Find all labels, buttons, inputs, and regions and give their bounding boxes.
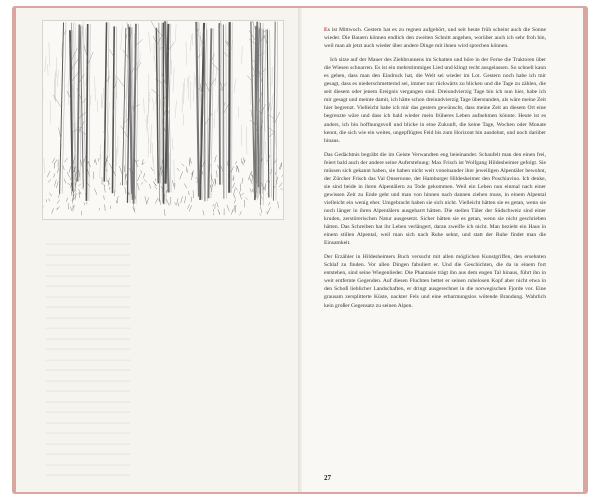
sketch-stroke (99, 208, 100, 211)
sketch-stroke (153, 156, 155, 174)
sketch-stroke (49, 199, 50, 202)
sketch-stroke (137, 183, 139, 191)
sketch-stroke (268, 202, 270, 206)
paragraph-text: s ist Mittwoch. Gestern hat es zu regnen aufgehört, und seit heute früh scheint auch die Sonne wieder. Die Bauern können endlich den zweiten Schnitt angehen, worüber auch ich sehr froh bin, weil man ab jetzt auch wieder über andere Dinge mit ihnen wird sprechen können. (324, 27, 546, 50)
sketch-stroke (177, 198, 178, 204)
sketch-stroke (248, 173, 251, 180)
sketch-stroke (45, 55, 47, 72)
sketch-stroke (260, 194, 263, 199)
sketch-stroke (108, 103, 109, 127)
drop-cap: E (324, 27, 328, 33)
sketch-stroke (64, 179, 66, 184)
sketch-stroke (164, 209, 165, 216)
sketch-stroke (251, 171, 252, 176)
sketch-stroke (121, 126, 129, 138)
sketch-stroke (234, 200, 236, 204)
sketch-stroke (48, 179, 51, 182)
sketch-stroke (152, 98, 154, 110)
sketch-stroke (67, 172, 70, 178)
sketch-stroke (146, 119, 147, 131)
sketch-stroke (189, 191, 190, 195)
sketch-stroke (174, 160, 175, 187)
sketch-stroke (90, 95, 91, 105)
sketch-stroke (95, 76, 96, 101)
sketch-stroke (65, 158, 68, 162)
sketch-stroke (261, 35, 265, 42)
sketch-stroke (175, 24, 176, 41)
sketch-stroke (125, 187, 126, 194)
sketch-stroke (240, 211, 242, 215)
sketch-stroke (191, 197, 192, 202)
sketch-stroke (72, 48, 78, 59)
sketch-stroke (79, 192, 80, 194)
sketch-stroke (236, 166, 237, 171)
right-page (302, 8, 583, 492)
sketch-stroke (187, 204, 189, 208)
sketch-stroke (151, 167, 154, 171)
sketch-stroke (212, 204, 214, 206)
sketch-stroke (49, 43, 50, 67)
sketch-stroke (279, 183, 282, 187)
sketch-stroke (150, 184, 151, 189)
sketch-stroke (108, 178, 109, 186)
sketch-stroke (267, 211, 268, 214)
sketch-stroke (220, 83, 227, 92)
sketch-stroke (211, 185, 212, 192)
sketch-stroke (182, 83, 184, 113)
sketch-stroke (259, 213, 261, 215)
sketch-stroke (144, 173, 145, 178)
sketch-stroke (56, 182, 58, 188)
sketch-stroke (69, 166, 71, 172)
sketch-stroke (184, 196, 185, 203)
sketch-stroke (212, 182, 213, 186)
sketch-stroke (194, 73, 195, 102)
sketch-stroke (156, 28, 158, 184)
sketch-stroke (82, 187, 85, 189)
sketch-stroke (151, 89, 159, 96)
sketch-stroke (184, 79, 185, 105)
sketch-stroke (208, 28, 211, 198)
sketch-stroke (115, 26, 117, 193)
paragraph-3: Das Gedächtnis begräbt die im Geiste Verwandten eng beieinander. Schaufelt man den einen frei, feiert bald auch der andere seine Auferstehung: Max Frisch ist Wolfgang Hildesheimer gefolgt. Sie müssen sich gekannt haben, sie haben nicht weit voneinander ihre jeweiligen Alpentäler bewohnt, der Zürcher Frisch das Val Onsernone, der Hamburger Hildesheimer den Poschiavino. Ich denke, sie sind beide in ihren Alpentälern zu Tode gekommen. Weil ein Leben nun einmal nach einer gewissen Zeit zu Ende geht und man von hinnen nach dannen ziehen muss, in einem Alpental vielleicht ein wenig eher. Umgebracht haben sie sich nicht. Vielleicht hätten sie es getan, wenn sie noch länger in ihren Alpentälern ausgeharrt hätten. Die steilen Täler der Südschweiz sind einer kruden, zerstörerischen Natur ausgesetzt. Sicher hätten sie es getan, wenn sie nicht geschrieben hätten. Das Schreiben hat ihr Leben verlängert, daran zweifle ich nicht. Man bezieht ein Haus in einem stillen Alpental, weil man sich nach Ruhe sehnt, und statt der Ruhe findet man die Einsamkeit. (324, 151, 546, 247)
sketch-stroke (134, 24, 136, 204)
sketch-stroke (50, 100, 51, 124)
sketch-stroke (239, 192, 241, 200)
sketch-stroke (78, 184, 81, 186)
paragraph-1 (324, 26, 546, 50)
sketch-stroke (236, 161, 237, 164)
sketch-stroke (136, 160, 139, 162)
sketch-stroke (149, 32, 151, 53)
sketch-stroke (98, 158, 99, 161)
sketch-stroke (237, 166, 239, 173)
sketch-stroke (190, 158, 192, 164)
sketch-stroke (184, 184, 186, 189)
sketch-stroke (94, 188, 97, 194)
sketch-stroke (174, 202, 176, 205)
sketch-stroke (186, 41, 187, 65)
sketch-stroke (203, 210, 204, 215)
sketch-stroke (205, 114, 212, 126)
sketch-stroke (227, 205, 229, 212)
sketch-stroke (265, 141, 266, 164)
sketch-stroke (109, 163, 112, 169)
sketch-stroke (182, 164, 184, 166)
sketch-stroke (268, 207, 271, 213)
sketch-stroke (57, 168, 59, 173)
book-spread (12, 6, 588, 494)
sketch-stroke (278, 201, 279, 208)
sketch-stroke (119, 166, 121, 174)
sketch-stroke (144, 179, 147, 182)
sketch-stroke (218, 90, 219, 113)
sketch-stroke (117, 200, 118, 203)
sketch-stroke (276, 22, 278, 201)
show-through-text: ━━━━━━━━━━━━━━━━━━━━━━━━━ ━━━━━━━━━━━━━━━━━━━━━━━━━ ━━━━━━━━━━━━━━━━━━━━━━━━━ ━━━━━━━━━━━━━━━━━━━━━━━━━ ━━━━━━━━━━━━━━━━━━━━━━━━━ ━━━━━━━━━━━━━━━━━━━━━━━━━ ━━━━━━━━━━━━━━━━━━━━━━━━━ ━━━━━━━━━━━━━━━━━━━━━━━━━ ━━━━━━━━━━━━━━━━━━━━━━━━━ ━━━━━━━━━━━━━━━━━━━━━━━━━ ━━━━━━━━━━━━━━━━━━━━━━━━━ ━━━━━━━━━━━━━━━━━━━━━━━━━ ━━━━━━━━━━━━━━━━━━━━━━━━━ ━━━━━━━━━━━━━━━━━━━━━━━━━ ━━━━━━━━━━━━━━━━━━━━━━━━━ ━━━━━━━━━━━━━━━━━━━━━━━━━ ━━━━━━━━━━━━━━━━━━━━━━━━━ ━━━━━━━━━━━━━━━━━━━━━━━━━ ━━━━━━━━━━━━━━━━━━━━━━━━━ ━━━━━━━━━━━━━━━━━━━━━━━━━ ━━━━━━━━━━━━━━━━━━━━━━━━━ ━━━━━━━━━━━━━━━━━━━━━━━━━ ━━━━━━━━━━━━━━━━━━━━━━━━━ (46, 242, 131, 479)
sketch-stroke (109, 70, 110, 83)
sketch-stroke (67, 183, 70, 185)
sketch-stroke (232, 183, 234, 188)
sketch-stroke (155, 198, 158, 204)
sketch-stroke (242, 178, 243, 184)
sketch-stroke (250, 120, 258, 124)
page-number: 27 (324, 474, 331, 482)
forest-illustration (42, 20, 284, 220)
sketch-stroke (201, 43, 202, 56)
sketch-stroke (217, 202, 219, 207)
sketch-stroke (108, 128, 109, 157)
sketch-stroke (53, 174, 55, 178)
sketch-stroke (147, 98, 149, 124)
sketch-stroke (231, 209, 233, 215)
sketch-stroke (171, 60, 172, 75)
sketch-stroke (234, 195, 235, 199)
sketch-stroke (159, 44, 165, 51)
sketch-stroke (66, 198, 67, 202)
sketch-stroke (95, 159, 97, 165)
sketch-stroke (71, 207, 72, 211)
sketch-stroke (173, 67, 174, 92)
sketch-stroke (58, 193, 59, 198)
sketch-stroke (54, 180, 56, 187)
forest-sketch (43, 21, 283, 219)
sketch-stroke (74, 193, 76, 199)
sketch-stroke (260, 206, 262, 213)
sketch-stroke (77, 24, 79, 181)
sketch-stroke (241, 193, 244, 195)
sketch-stroke (222, 23, 223, 184)
sketch-stroke (153, 181, 156, 186)
sketch-stroke (263, 29, 266, 205)
sketch-stroke (259, 36, 266, 42)
sketch-stroke (75, 23, 76, 50)
sketch-stroke (172, 180, 174, 186)
sketch-stroke (175, 100, 177, 118)
sketch-stroke (155, 56, 156, 71)
sketch-stroke (141, 182, 143, 184)
sketch-stroke (60, 23, 64, 194)
sketch-stroke (233, 188, 235, 195)
sketch-stroke (154, 186, 157, 189)
body-text (324, 26, 546, 316)
sketch-stroke (242, 46, 243, 64)
sketch-stroke (193, 190, 194, 198)
sketch-stroke (217, 171, 218, 178)
sketch-stroke (104, 185, 105, 192)
sketch-stroke (282, 173, 283, 177)
sketch-stroke (136, 39, 143, 45)
sketch-stroke (68, 203, 69, 209)
sketch-stroke (117, 77, 125, 87)
sketch-stroke (102, 87, 104, 107)
sketch-stroke (170, 197, 171, 205)
sketch-stroke (105, 205, 106, 211)
sketch-stroke (235, 187, 237, 190)
sketch-stroke (215, 66, 217, 86)
sketch-stroke (58, 127, 60, 138)
sketch-stroke (271, 93, 273, 111)
paragraph-4: Der Erzähler in Hildesheimers Buch versucht mit allen möglichen Kunstgriffen, den ersehnten Schlaf zu finden. Vor allen Dingen fabuliert er. Und die Geschichten, die da in einem fort entstehen, sind seine Wiegenlieder. Die Phantasie trägt ihn aus dem engen Tal hinaus, führt ihn in weit entfernte Gegenden. Auf diesen Fluchten bettet er seinen ruhelosen Kopf aber nicht etwa in den Schoß lieblicher Landschaften, er dringt ausgerechnet in die norwegischen Fjorde vor. Eine grausam zersplitterte Küste, nackter Fels und eine erbarmungslos wütende Brandung. Wahrlich kein großer Gegensatz zu seinen Alpen. (324, 254, 546, 309)
sketch-stroke (273, 106, 274, 123)
sketch-stroke (177, 168, 180, 171)
sketch-stroke (137, 174, 140, 181)
sketch-stroke (145, 196, 147, 204)
sketch-stroke (144, 98, 145, 114)
sketch-stroke (181, 196, 183, 203)
sketch-stroke (231, 166, 234, 172)
sketch-stroke (189, 205, 192, 211)
sketch-stroke (49, 193, 51, 196)
sketch-stroke (57, 71, 58, 87)
sketch-stroke (70, 178, 71, 180)
sketch-stroke (234, 79, 236, 93)
sketch-stroke (167, 199, 170, 205)
sketch-stroke (172, 137, 173, 150)
sketch-stroke (120, 182, 121, 184)
sketch-stroke (215, 155, 217, 161)
sketch-stroke (53, 95, 62, 108)
sketch-stroke (196, 177, 198, 180)
sketch-stroke (80, 160, 82, 167)
sketch-stroke (79, 170, 80, 177)
sketch-stroke (151, 21, 156, 31)
sketch-stroke (280, 188, 282, 190)
sketch-stroke (47, 171, 50, 177)
sketch-stroke (52, 158, 55, 163)
sketch-stroke (219, 23, 220, 184)
sketch-stroke (214, 110, 215, 127)
paragraph-2: Ich sitze auf der Mauer des Ziehbrunnens im Schatten und höre in der Ferne die Traktoren über die Wiesen schnarren. Es ist ein mehrstimmiges Lied und klingt recht ausgelassen. So schnell kann es gehen, dass man den Eindruck hat, die Welt sei wieder im Lot. Gestern noch habe ich mir gesagt, dass es niederschmetternd sei, immer nur rückwärts zu blicken und die Tage zu zählen, die seit diesem oder jenem Ereignis vergangen sind. Dreiundvierzig Tage bin ich nun hier, habe ich mir gesagt und meinte damit, ich hätte schon dreiundvierzig Tage überstanden, als wäre meine Zeit hier begrenzt. Vielleicht habe ich mir das gestern gewünscht, dass meine Zeit an diesem Ort eine begrenzte wäre und dass ich bald wieder mein früheres Leben aufnehmen könnte. Heute ist es anders, ich bin hoffnungsvoll und blicke in eine Zukunft, die keine Tage, Wochen oder Monate kennt, die sich wie ein weites, ungepflügtes Feld bis zum Horizont hin ausdehnt, und noch darüber hinaus. (324, 57, 546, 144)
sketch-stroke (190, 35, 192, 51)
sketch-stroke (57, 200, 60, 204)
sketch-stroke (221, 166, 224, 172)
sketch-stroke (52, 208, 54, 214)
sketch-stroke (121, 25, 123, 50)
sketch-stroke (88, 162, 90, 167)
sketch-stroke (250, 189, 252, 193)
sketch-stroke (180, 172, 183, 180)
sketch-stroke (141, 170, 142, 173)
sketch-stroke (93, 172, 94, 179)
sketch-stroke (82, 99, 86, 104)
sketch-stroke (246, 197, 248, 199)
sketch-stroke (104, 22, 106, 181)
sketch-stroke (124, 109, 126, 128)
left-page (16, 8, 300, 492)
sketch-stroke (104, 195, 105, 199)
